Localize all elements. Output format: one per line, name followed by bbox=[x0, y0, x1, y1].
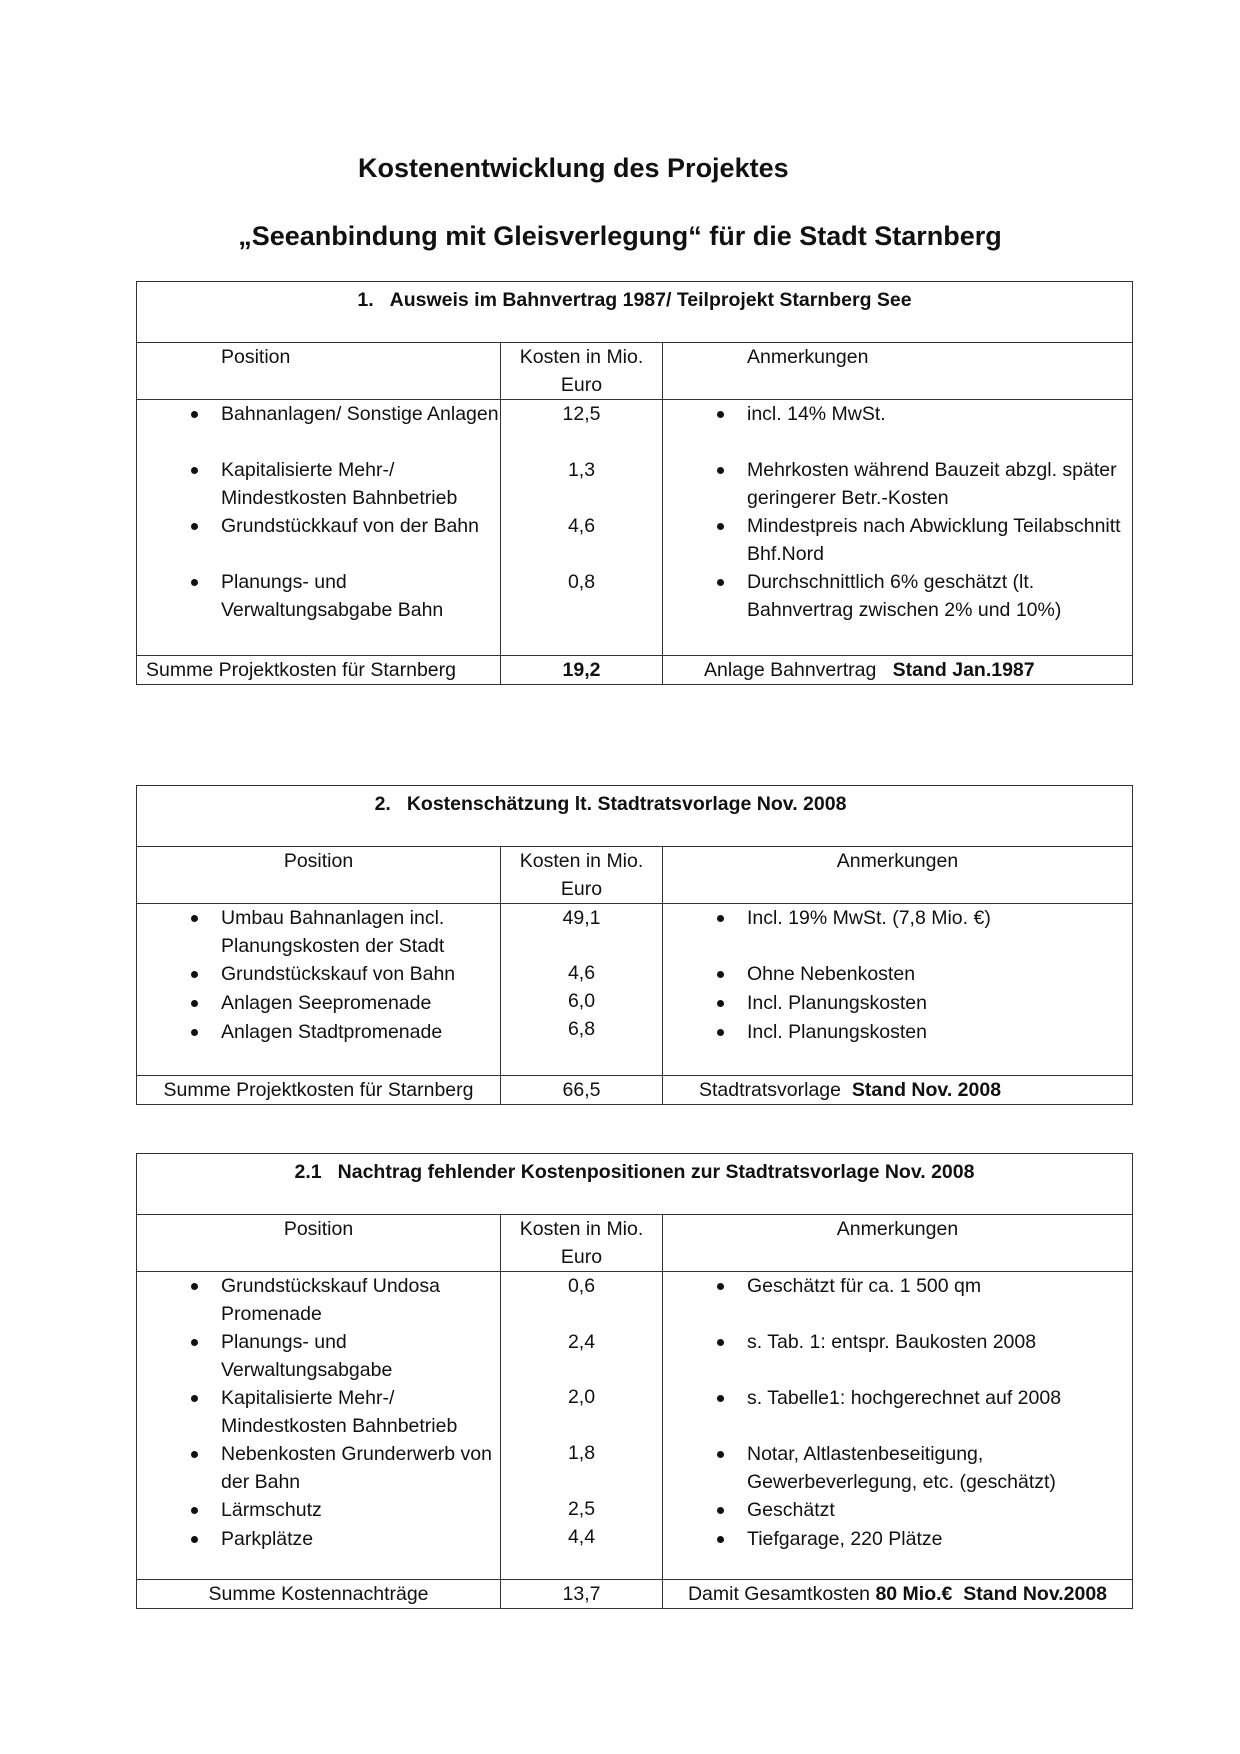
sum-value: 66,5 bbox=[501, 1076, 663, 1105]
list-item: Incl. 19% MwSt. (7,8 Mio. €) bbox=[663, 904, 1132, 960]
cost-value: 1,8 bbox=[567, 1442, 596, 1464]
cost-value: 6,8 bbox=[567, 1018, 596, 1040]
table-heading bbox=[137, 1154, 1133, 1215]
column-header-position: Position bbox=[137, 847, 501, 904]
cost-cell bbox=[501, 904, 663, 1076]
document-title: Kostenentwicklung des Projektes bbox=[358, 153, 789, 183]
table-heading-text: Nachtrag fehlender Kostenpositionen zur Stadtratsvorlage Nov. 2008 bbox=[337, 1161, 975, 1183]
list-item: Kapitalisierte Mehr-/ Mindestkosten Bahnbetrieb bbox=[137, 1384, 500, 1440]
column-header-notes: Anmerkungen bbox=[663, 847, 1133, 904]
list-item: Umbau Bahnanlagen incl. Planungskosten der Stadt bbox=[137, 904, 500, 960]
position-cell bbox=[137, 904, 501, 1076]
table-number: 1. bbox=[357, 289, 374, 311]
list-item: s. Tabelle1: hochgerechnet auf 2008 bbox=[663, 1384, 1132, 1440]
cost-value: 0,6 bbox=[567, 1275, 596, 1297]
list-item: Incl. Planungskosten bbox=[663, 989, 1132, 1018]
list-item: incl. 14% MwSt. bbox=[663, 400, 1132, 456]
column-header-cost bbox=[501, 1215, 663, 1272]
cost-cell bbox=[501, 400, 663, 656]
column-header-cost-line1: Kosten in Mio. bbox=[519, 1218, 644, 1240]
list-item: Notar, Altlastenbeseitigung, Gewerbeverlegung, etc. (geschätzt) bbox=[663, 1440, 1132, 1496]
column-header-cost-line1: Kosten in Mio. bbox=[519, 346, 644, 368]
list-item: Bahnanlagen/ Sonstige Anlagen bbox=[137, 400, 500, 456]
list-item: Anlagen Seepromenade bbox=[137, 989, 500, 1018]
column-header-cost-line1: Kosten in Mio. bbox=[519, 850, 644, 872]
cost-value: 49,1 bbox=[562, 907, 601, 929]
column-header-cost-line2: Euro bbox=[560, 878, 603, 900]
table-heading bbox=[137, 282, 1133, 343]
list-item: Anlagen Stadtpromenade bbox=[137, 1018, 500, 1047]
position-cell bbox=[137, 400, 501, 656]
column-header-cost bbox=[501, 343, 663, 400]
list-item: Incl. Planungskosten bbox=[663, 1018, 1132, 1047]
cost-value: 4,6 bbox=[567, 515, 596, 537]
cost-value: 12,5 bbox=[562, 403, 601, 425]
list-item: Planungs- und Verwaltungsabgabe bbox=[137, 1328, 500, 1384]
list-item: s. Tab. 1: entspr. Baukosten 2008 bbox=[663, 1328, 1132, 1384]
sum-note-status: Stand Jan.1987 bbox=[892, 659, 1035, 681]
list-item: Kapitalisierte Mehr-/ Mindestkosten Bahnbetrieb bbox=[137, 456, 500, 512]
list-item: Lärmschutz bbox=[137, 1496, 500, 1525]
notes-cell bbox=[663, 400, 1133, 656]
list-item: Nebenkosten Grunderwerb von der Bahn bbox=[137, 1440, 500, 1496]
sum-note-text: Anlage Bahnvertrag bbox=[704, 659, 877, 681]
list-item: Geschätzt für ca. 1 500 qm bbox=[663, 1272, 1132, 1328]
column-header-position: Position bbox=[137, 343, 501, 400]
notes-cell bbox=[663, 1272, 1133, 1580]
list-item: Grundstückkauf von der Bahn bbox=[137, 512, 500, 568]
sum-label: Summe Projektkosten für Starnberg bbox=[137, 656, 501, 685]
column-header-cost-line2: Euro bbox=[560, 374, 603, 396]
sum-value: 13,7 bbox=[501, 1580, 663, 1609]
list-item: Mehrkosten während Bauzeit abzgl. später geringerer Betr.-Kosten bbox=[663, 456, 1132, 512]
column-header-notes: Anmerkungen bbox=[663, 343, 1133, 400]
cost-table-supplement bbox=[136, 1153, 1133, 1609]
document-subtitle: „Seeanbindung mit Gleisverlegung“ für die Stadt Starnberg bbox=[238, 221, 1002, 251]
cost-value: 4,6 bbox=[567, 962, 596, 984]
list-item: Planungs- und Verwaltungsabgabe Bahn bbox=[137, 568, 500, 624]
sum-note bbox=[663, 656, 1133, 685]
column-header-cost-line2: Euro bbox=[560, 1246, 603, 1268]
list-item: Ohne Nebenkosten bbox=[663, 960, 1132, 989]
position-cell bbox=[137, 1272, 501, 1580]
sum-note-status: Stand Nov.2008 bbox=[963, 1583, 1108, 1605]
sum-label: Summe Projektkosten für Starnberg bbox=[137, 1076, 501, 1105]
list-item: Tiefgarage, 220 Plätze bbox=[663, 1525, 1132, 1554]
list-item: Geschätzt bbox=[663, 1496, 1132, 1525]
table-heading-text: Ausweis im Bahnvertrag 1987/ Teilprojekt Starnberg See bbox=[389, 289, 912, 311]
cost-value: 0,8 bbox=[567, 571, 596, 593]
cost-value: 2,0 bbox=[567, 1386, 596, 1408]
table-heading-text: Kostenschätzung lt. Stadtratsvorlage Nov. 2008 bbox=[406, 793, 847, 815]
sum-note-total: 80 Mio.€ bbox=[875, 1583, 953, 1605]
notes-cell bbox=[663, 904, 1133, 1076]
sum-note-text: Stadtratsvorlage bbox=[699, 1079, 841, 1101]
cost-cell bbox=[501, 1272, 663, 1580]
cost-value: 6,0 bbox=[567, 990, 596, 1012]
cost-value: 1,3 bbox=[567, 459, 596, 481]
column-header-notes: Anmerkungen bbox=[663, 1215, 1133, 1272]
table-number: 2. bbox=[374, 793, 391, 815]
sum-note bbox=[663, 1076, 1133, 1105]
cost-value: 2,5 bbox=[567, 1498, 596, 1520]
column-header-cost bbox=[501, 847, 663, 904]
list-item: Mindestpreis nach Abwicklung Teilabschnitt Bhf.Nord bbox=[663, 512, 1132, 568]
table-number: 2.1 bbox=[294, 1161, 322, 1183]
sum-note-status: Stand Nov. 2008 bbox=[851, 1079, 1002, 1101]
list-item: Parkplätze bbox=[137, 1525, 500, 1554]
column-header-position: Position bbox=[137, 1215, 501, 1272]
sum-label: Summe Kostennachträge bbox=[137, 1580, 501, 1609]
list-item: Grundstückskauf von Bahn bbox=[137, 960, 500, 989]
sum-value: 19,2 bbox=[501, 656, 663, 685]
sum-note-text: Damit Gesamtkosten bbox=[687, 1583, 871, 1605]
table-heading bbox=[137, 786, 1133, 847]
list-item: Grundstückskauf Undosa Promenade bbox=[137, 1272, 500, 1328]
cost-value: 4,4 bbox=[567, 1526, 596, 1548]
sum-note bbox=[663, 1580, 1133, 1609]
cost-table-1987 bbox=[136, 281, 1133, 685]
list-item: Durchschnittlich 6% geschätzt (lt. Bahnvertrag zwischen 2% und 10%) bbox=[663, 568, 1132, 624]
cost-table-2008 bbox=[136, 785, 1133, 1105]
cost-value: 2,4 bbox=[567, 1331, 596, 1353]
